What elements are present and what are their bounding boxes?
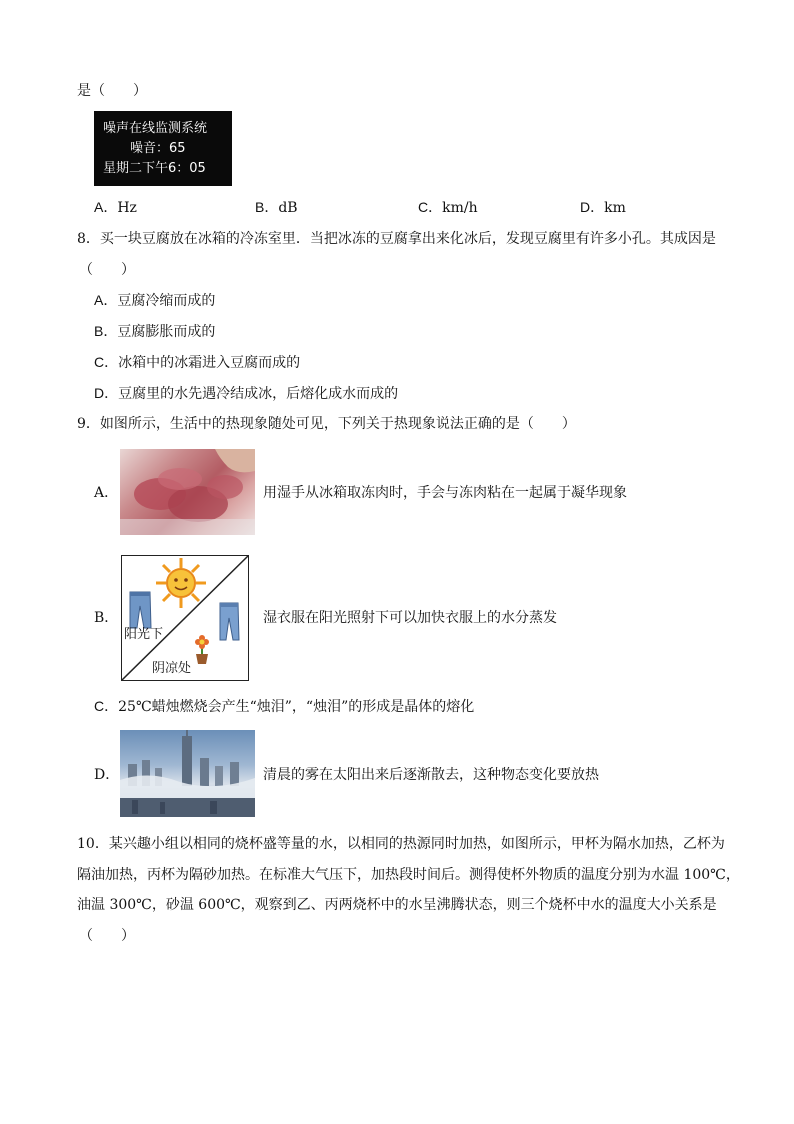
display-time: 星期二下午6：05 (103, 161, 206, 176)
sunny-label: 阳光下 (124, 627, 164, 642)
q8-option-a[interactable]: A．豆腐冷缩而成的 (94, 292, 216, 309)
q10-number: 10． (77, 836, 109, 852)
q8-option-b[interactable]: B．豆腐膨胀而成的 (94, 323, 216, 340)
q9-option-d-label[interactable]: D． (94, 767, 120, 783)
morning-fog-city-image (120, 730, 255, 817)
sun-icon (156, 558, 206, 608)
q7-option-b[interactable]: B．dB (255, 199, 298, 216)
q10-blank: （ ） (79, 928, 135, 944)
q9-number: 9． (77, 416, 100, 432)
q9-option-a-label[interactable]: A． (94, 485, 119, 501)
q8-blank: （ ） (79, 262, 135, 278)
shade-label: 阴凉处 (152, 661, 192, 676)
q10-line2: 隔油加热，丙杯为隔砂加热。在标准大气压下，加热段时间后。测得使杯外物质的温度分别为水温 100℃， (77, 867, 740, 883)
q8-stem: 8．买一块豆腐放在冰箱的冷冻室里．当把冰冻的豆腐拿出来化冰后，发现豆腐里有许多小孔。其成因是 (77, 231, 716, 247)
q9-option-a-text: 用湿手从冰箱取冻肉时，手会与冻肉粘在一起属于凝华现象 (263, 485, 627, 501)
q9-stem: 9．如图所示，生活中的热现象随处可见，下列关于热现象说法正确的是（ ） (77, 416, 576, 432)
display-noise-value: 噪音：65 (130, 141, 186, 156)
sun-vs-shade-figure (121, 555, 249, 681)
frozen-meat-image (120, 449, 255, 535)
q9-option-b-label[interactable]: B． (94, 610, 119, 626)
noise-monitor-display (94, 111, 232, 186)
q7-option-c[interactable]: C．km/h (418, 199, 478, 216)
jeans-shade-icon (220, 603, 239, 640)
q8-number: 8． (77, 231, 100, 247)
q9-option-d-text: 清晨的雾在太阳出来后逐渐散去，这种物态变化要放热 (263, 767, 599, 783)
q8-option-d[interactable]: D．豆腐里的水先遇冷结成冰，后熔化成水而成的 (94, 385, 399, 402)
display-title: 噪声在线监测系统 (103, 121, 208, 136)
flower-pot-icon (195, 635, 209, 664)
q9-option-c[interactable]: C．25℃蜡烛燃烧会产生“烛泪”，“烛泪”的形成是晶体的熔化 (94, 698, 475, 715)
q7-option-d[interactable]: D．km (580, 199, 626, 216)
jeans-sunny-icon (130, 592, 151, 628)
q8-option-c[interactable]: C．冰箱中的冰霜进入豆腐而成的 (94, 354, 301, 371)
q7-stem-tail: 是（ ） (77, 83, 147, 99)
q7-option-a[interactable]: A．Hz (94, 199, 137, 216)
q10-line1: 10．某兴趣小组以相同的烧杯盛等量的水，以相同的热源同时加热，如图所示，甲杯为隔水加热，乙杯为 (77, 836, 725, 852)
q10-line3: 油温 300℃，砂温 600℃，观察到乙、丙两烧杯中的水呈沸腾状态，则三个烧杯中水的温度大小关系是 (77, 897, 717, 913)
q9-option-b-text: 湿衣服在阳光照射下可以加快衣服上的水分蒸发 (263, 610, 557, 626)
